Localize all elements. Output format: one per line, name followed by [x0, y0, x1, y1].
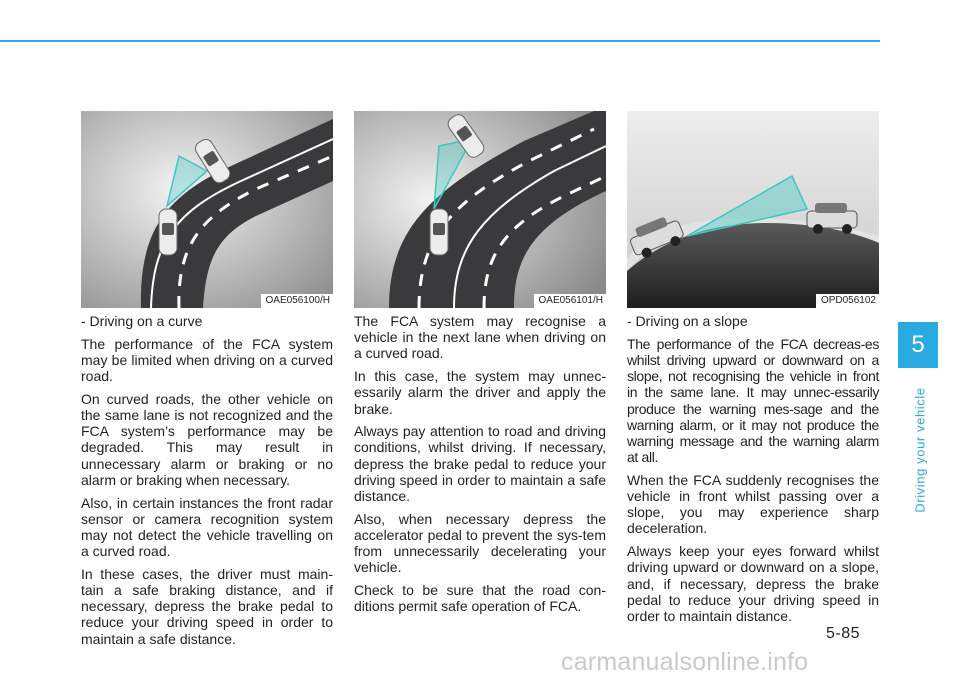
paragraph: Always keep your eyes forward whilst driving upward or downward on a slope, and, if necessary, depress the brake pedal to reduce your driving speed in order to maintain distance. — [627, 543, 879, 624]
column-right — [627, 313, 879, 631]
ego-car — [159, 209, 177, 255]
figure-caption: OPD056102 — [816, 294, 879, 308]
watermark: carmanualsonline.info — [561, 648, 809, 676]
header-rule — [0, 40, 880, 42]
column-left — [81, 313, 333, 653]
chapter-title-text: Driving your vehicle — [912, 387, 928, 513]
paragraph: - Driving on a slope — [627, 313, 748, 329]
paragraph: In these cases, the driver must main-tain a safe braking distance, and if necessary, depress the brake pedal to reduce your driving speed in order to maintain a safe distance. — [81, 565, 333, 647]
paragraph: Also, when necessary depress the accelerator pedal to prevent the sys-tem from unnecessarily decelerating your vehicle. — [354, 510, 606, 576]
figure-caption: OAE056100/H — [261, 294, 334, 308]
figure-slope — [627, 111, 879, 308]
figure-curve — [81, 111, 333, 308]
chapter-title — [912, 387, 928, 513]
paragraph: When the FCA suddenly recognises the vehicle in front whilst passing over a slope, you may experience sharp deceleration. — [627, 471, 879, 537]
figure-caption: OAE056101/H — [534, 294, 607, 308]
paragraph: The performance of the FCA system may be limited when driving on a curved road. — [81, 335, 333, 385]
paragraph: The FCA system may recognise a vehicle in the next lane when driving on a curved road. — [354, 313, 606, 362]
curve-illustration — [81, 111, 333, 308]
paragraph: Always pay attention to road and driving conditions, whilst driving. If necessary, depress the brake pedal to reduce your driving speed in order to maintain a safe distance. — [354, 423, 606, 505]
chapter-tab: 5 — [898, 322, 938, 368]
paragraph: - Driving on a curve — [81, 313, 203, 329]
next-lane-illustration — [354, 111, 606, 308]
column-middle — [354, 313, 606, 621]
paragraph: Check to be sure that the road con-ditions permit safe operation of FCA. — [354, 582, 606, 615]
paragraph: In this case, the system may unnec-essarily alarm the driver and apply the brake. — [354, 368, 606, 417]
slope-illustration — [627, 111, 879, 308]
paragraph: On curved roads, the other vehicle on the same lane is not recognized and the FCA system’s performance may be degraded. This may result in unnecessary alarm or braking or no alarm or braking when necessary. — [81, 390, 333, 488]
paragraph: The performance of the FCA decreas-es whilst driving upward or downward on a slope, not recognising the vehicle in front in the same lane. It may unnec-essarily produce the warning mes-sage and the warning alarm, or it may not produce the warning message and the warning alarm at all. — [627, 335, 879, 466]
figure-next-lane — [354, 111, 606, 308]
paragraph: Also, in certain instances the front radar sensor or camera recognition system may not detect the vehicle travelling on a curved road. — [81, 494, 333, 560]
ego-car — [430, 209, 448, 255]
page-number: 5-85 — [826, 625, 861, 642]
